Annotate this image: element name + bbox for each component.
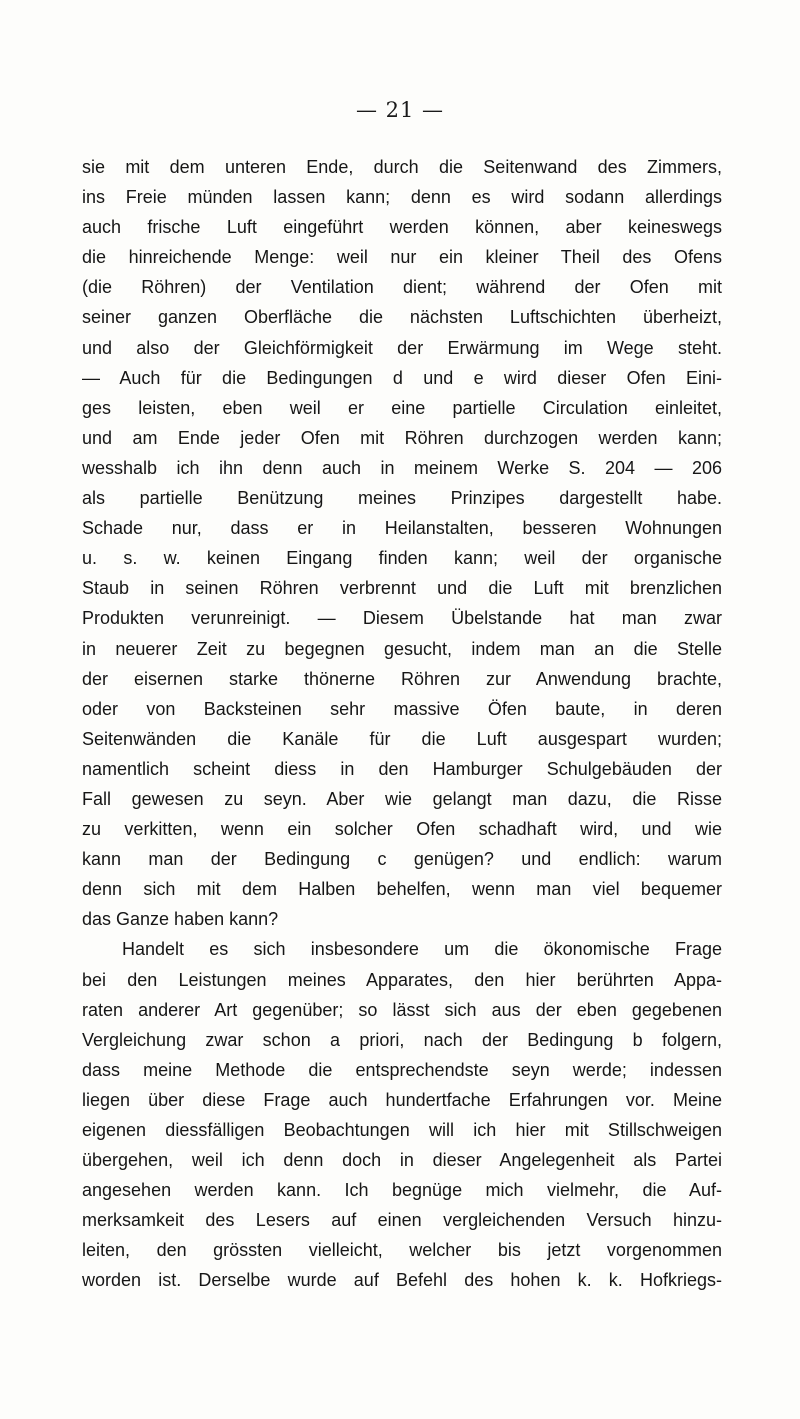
text-line: der eisernen starke thönerne Röhren zur Anwendung brachte,: [82, 668, 722, 689]
page-number: — 21 —: [355, 98, 445, 122]
text-line-paragraph-start: Handelt es sich insbesondere um die ökonomische Frage: [122, 939, 722, 960]
text-line: ins Freie münden lassen kann; denn es wird sodann allerdings: [82, 187, 722, 208]
body-text: [82, 152, 722, 1296]
text-line: u. s. w. keinen Eingang finden kann; weil der organische: [82, 548, 722, 569]
text-line: raten anderer Art gegenüber; so lässt sich aus der eben gegebenen: [82, 999, 722, 1020]
text-line: (die Röhren) der Ventilation dient; während der Ofen mit: [82, 277, 722, 298]
text-line: Staub in seinen Röhren verbrennt und die Luft mit brenzlichen: [82, 578, 722, 599]
text-line: angesehen werden kann. Ich begnüge mich vielmehr, die Auf-: [82, 1180, 722, 1201]
text-line: Schade nur, dass er in Heilanstalten, besseren Wohnungen: [82, 518, 722, 539]
text-line: liegen über diese Frage auch hundertfache Erfahrungen vor. Meine: [82, 1089, 722, 1110]
text-line: kann man der Bedingung c genügen? und endlich: warum: [82, 849, 722, 870]
text-line: merksamkeit des Lesers auf einen vergleichenden Versuch hinzu-: [82, 1210, 722, 1231]
text-line: zu verkitten, wenn ein solcher Ofen schadhaft wird, und wie: [82, 819, 722, 840]
text-line-paragraph-end: das Ganze haben kann?: [82, 909, 279, 930]
text-line: — Auch für die Bedingungen d und e wird dieser Ofen Eini-: [82, 367, 722, 388]
text-line: oder von Backsteinen sehr massive Öfen baute, in deren: [82, 698, 722, 719]
text-line: sie mit dem unteren Ende, durch die Seitenwand des Zimmers,: [82, 157, 722, 177]
text-line: Vergleichung zwar schon a priori, nach der Bedingung b folgern,: [82, 1029, 722, 1050]
text-line: leiten, den grössten vielleicht, welcher bis jetzt vorgenommen: [82, 1240, 722, 1261]
text-line: die hinreichende Menge: weil nur ein kleiner Theil des Ofens: [82, 247, 722, 268]
text-line: eigenen diessfälligen Beobachtungen will ich hier mit Stillschweigen: [82, 1120, 722, 1140]
text-line: auch frische Luft eingeführt werden können, aber keineswegs: [82, 217, 722, 238]
text-line: Seitenwänden die Kanäle für die Luft ausgespart wurden;: [82, 728, 722, 749]
text-line: übergehen, weil ich denn doch in dieser Angelegenheit als Partei: [82, 1150, 722, 1171]
text-line: seiner ganzen Oberfläche die nächsten Luftschichten überheizt,: [82, 307, 722, 328]
text-line: ges leisten, eben weil er eine partielle Circulation einleitet,: [82, 397, 722, 418]
text-line: und also der Gleichförmigkeit der Erwärmung im Wege steht.: [82, 337, 722, 358]
text-line: denn sich mit dem Halben behelfen, wenn man viel bequemer: [82, 879, 722, 900]
text-line: dass meine Methode die entsprechendste seyn werde; indessen: [82, 1059, 722, 1080]
text-line: in neuerer Zeit zu begegnen gesucht, indem man an die Stelle: [82, 638, 722, 659]
text-line: als partielle Benützung meines Prinzipes dargestellt habe.: [82, 488, 722, 509]
text-line: und am Ende jeder Ofen mit Röhren durchzogen werden kann;: [82, 427, 722, 448]
text-line: Fall gewesen zu seyn. Aber wie gelangt man dazu, die Risse: [82, 788, 722, 809]
text-line: worden ist. Derselbe wurde auf Befehl des hohen k. k. Hofkriegs-: [82, 1270, 722, 1291]
text-line: bei den Leistungen meines Apparates, den hier berührten Appa-: [82, 969, 722, 990]
text-line: namentlich scheint diess in den Hamburger Schulgebäuden der: [82, 758, 722, 779]
text-line: Produkten verunreinigt. — Diesem Übelstande hat man zwar: [82, 608, 722, 629]
text-line: wesshalb ich ihn denn auch in meinem Werke S. 204 — 206: [82, 457, 722, 478]
